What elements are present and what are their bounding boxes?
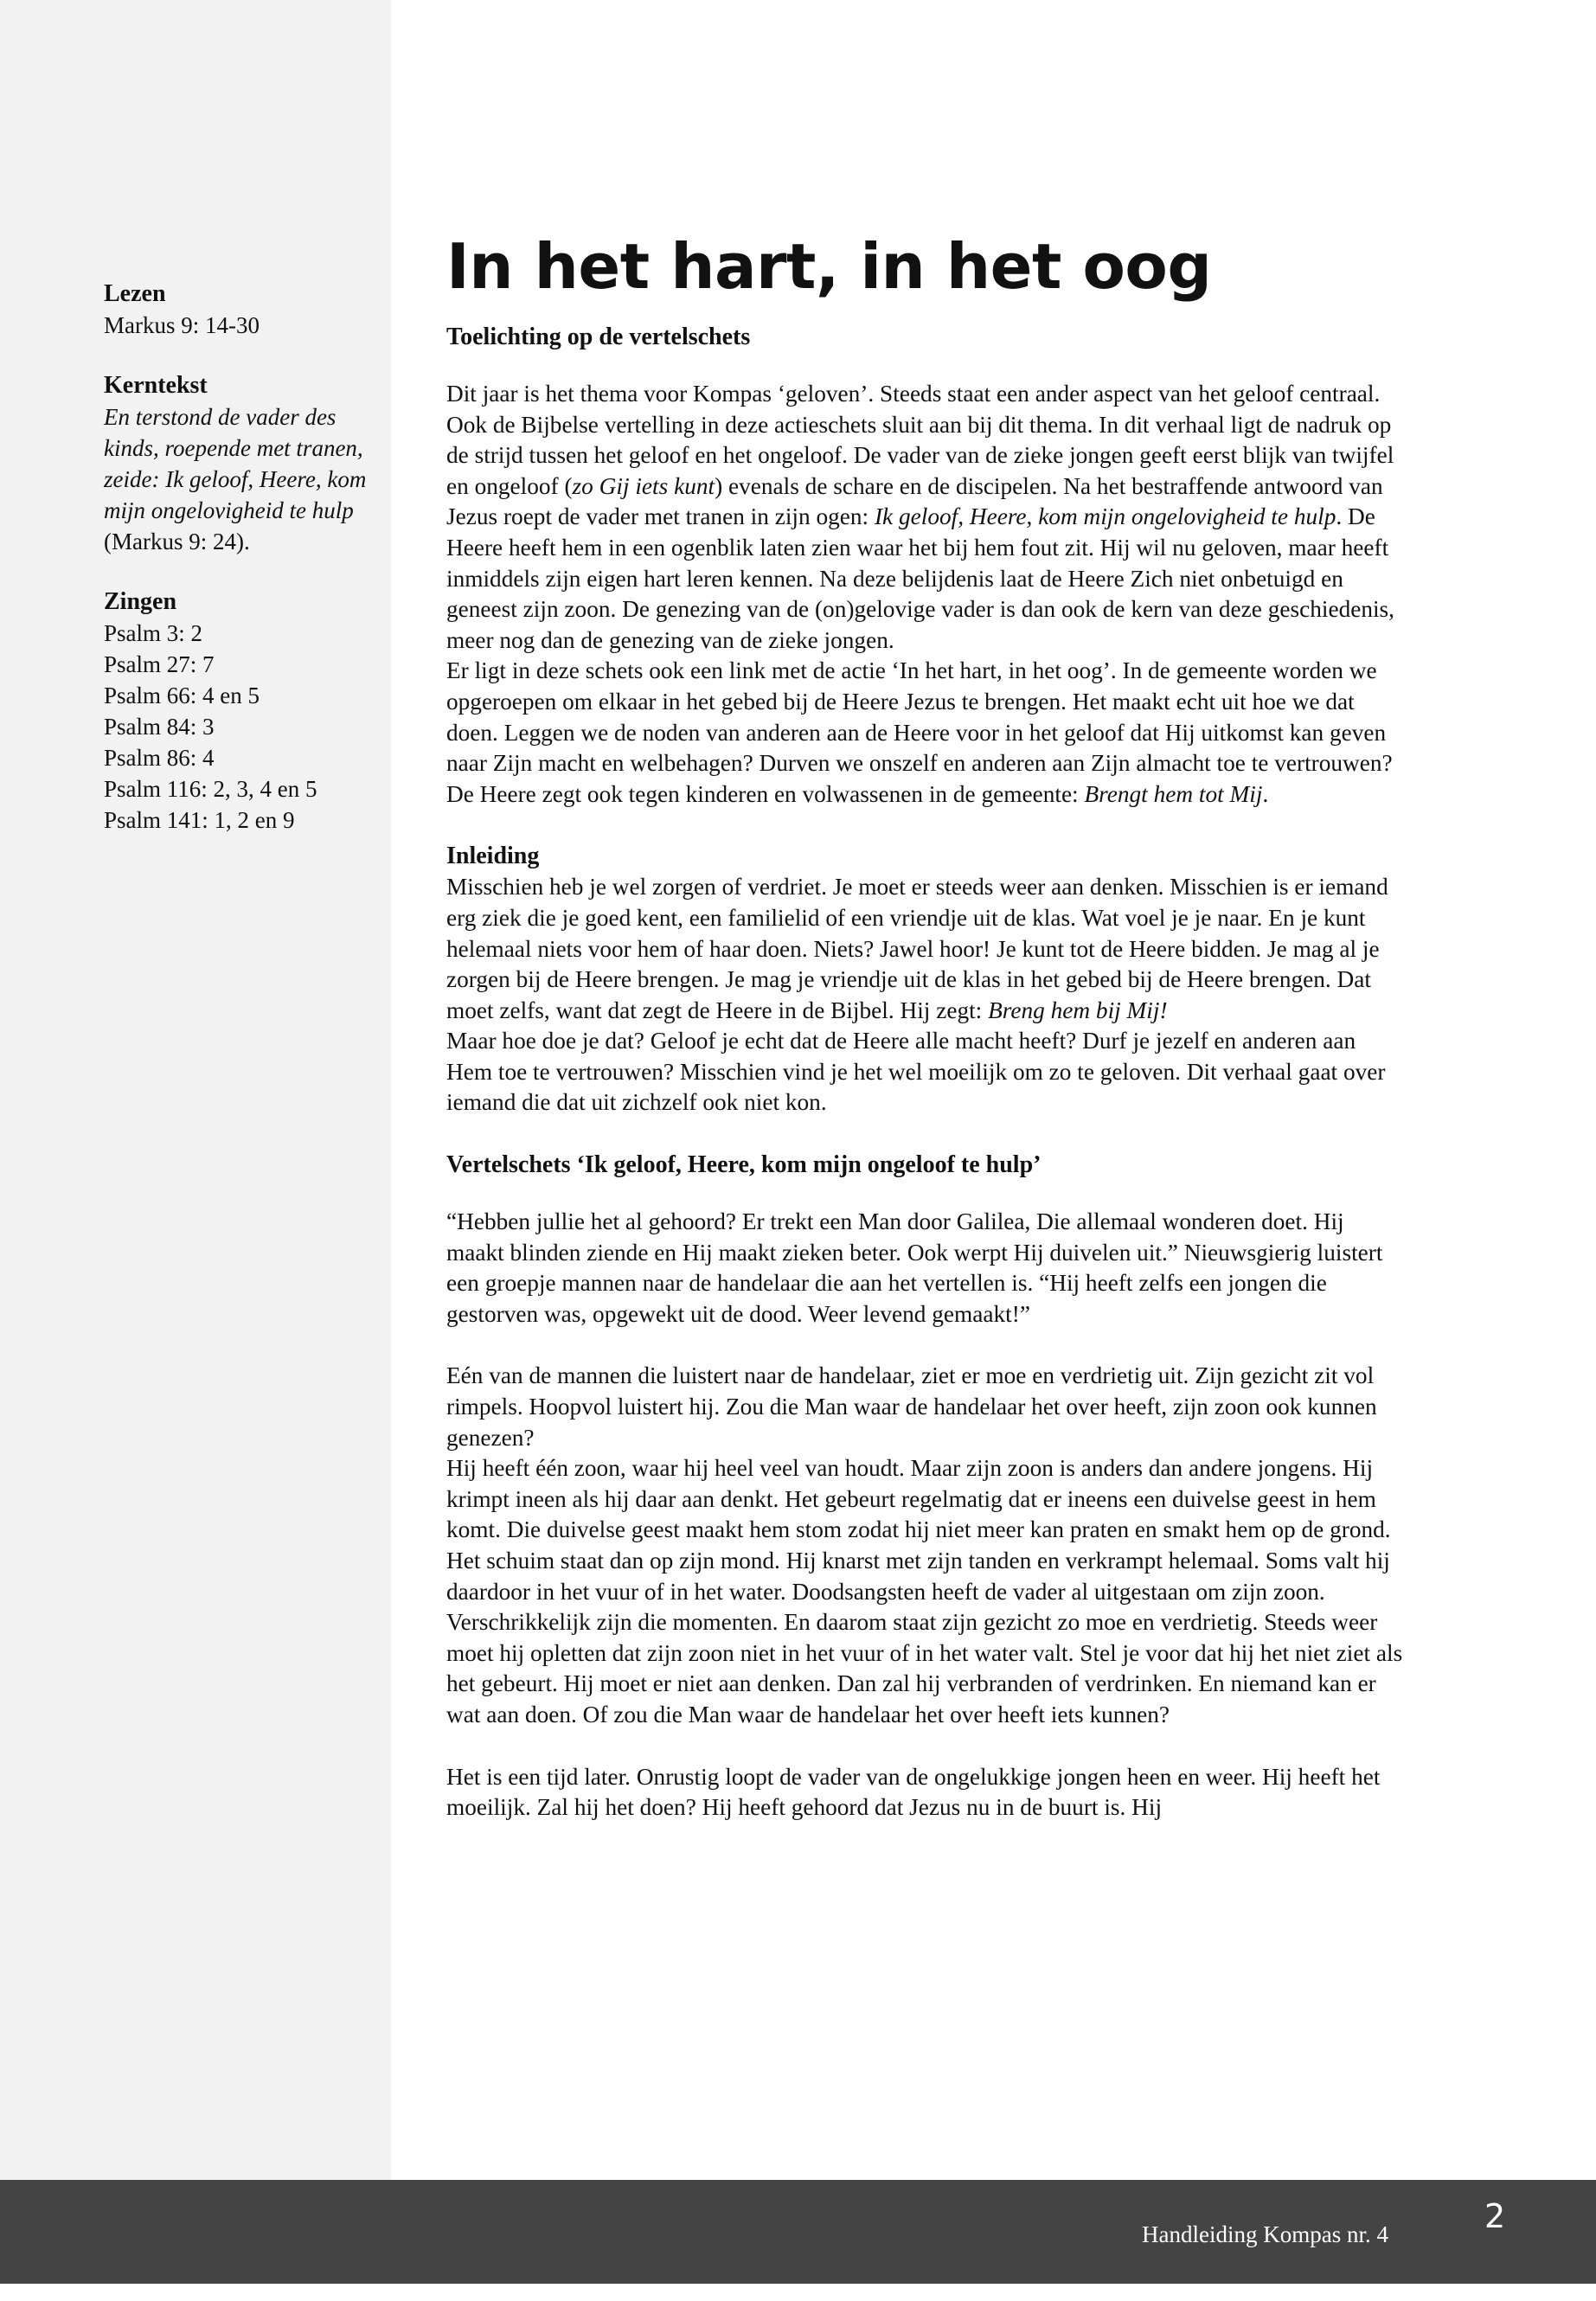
- inleiding-heading: Inleiding: [446, 843, 540, 870]
- vertelschets-paragraph-1: “Hebben jullie het al gehoord? Er trekt een Man door Galilea, Die allemaal wonderen doet. Hij maakt blinden ziende en Hij maakt zieken beter. Ook werpt Hij duivelen uit.” Nieuwsgierig luistert een groepje mannen naar de handelaar die aan het vertellen is. “Hij heeft zelfs een jongen die gestorven was, opgewekt uit de dood. Weer levend gemaakt!”: [446, 1208, 1383, 1327]
- psalm-item: Psalm 66: 4 en 5: [104, 683, 260, 708]
- kerntekst-reference: (Markus 9: 24).: [104, 529, 250, 554]
- italic-run: Brengt hem tot Mij: [1084, 780, 1263, 807]
- text-run: ) evenals de schare en de discipelen. Na het bestraffende antwoord van Jezus roept de vader met tranen in zijn ogen:: [446, 472, 1383, 530]
- zingen-block: [104, 586, 389, 836]
- psalm-list: [104, 618, 389, 836]
- text-run: Dit jaar is het thema voor Kompas ‘geloven’. Steeds staat een ander aspect van het geloof centraal. Ook de Bijbelse vertelling in deze actieschets sluit aan bij dit thema. In dit verhaal ligt de nadruk op de strijd tussen het geloof en het ongeloof. De vader van de zieke jongen geeft eerst blijk van twijfel en ongeloof (: [446, 381, 1394, 499]
- italic-run: zo Gij iets kunt: [572, 472, 715, 499]
- psalm-item: Psalm 3: 2: [104, 620, 203, 646]
- text-run: Er ligt in deze schets ook een link met de actie ‘In het hart, in het oog’. In de gemeente worden we opgeroepen om elkaar in het gebed bij de Heere Jezus te brengen. Het maakt echt uit hoe we dat doen. Leggen we de noden van anderen aan de Heere voor in het geloof dat Hij uitkomst kan geven naar Zijn macht en welbehagen? Durven we onszelf en anderen aan Zijn almacht toe te vertrouwen? De Heere zegt ook tegen kinderen en volwassenen in de gemeente:: [446, 657, 1393, 807]
- vertelschets-paragraph-2: Eén van de mannen die luistert naar de handelaar, ziet er moe en verdrietig uit. Zijn gezicht zit vol rimpels. Hoopvol luistert hij. Zou die Man waar de handelaar het over heeft, zijn zoon ook kunnen genezen?: [446, 1362, 1377, 1451]
- italic-run: Breng hem bij Mij!: [988, 997, 1168, 1023]
- text-run: . De Heere heeft hem in een ogenblik laten zien waar het bij hem fout zit. Hij wil nu geloven, maar heeft inmiddels zijn eigen hart leren kennen. Na deze belijdenis laat de Heere Zich niet onbetuigd en geneest zijn zoon. De genezing van de (on)gelovige vader is dan ook de kern van deze geschiedenis, meer nog dan de genezing van de zieke jongen.: [446, 503, 1395, 653]
- kerntekst-quote: En terstond de vader des kinds, roepende met tranen, zeide: Ik geloof, Heere, kom mijn ongelovigheid te hulp: [104, 404, 367, 523]
- italic-run: Ik geloof, Heere, kom mijn ongelovigheid te hulp: [874, 503, 1336, 530]
- toelichting-paragraph-1: [446, 379, 1405, 656]
- page-footer: [0, 2180, 1596, 2284]
- sidebar-panel: [0, 0, 391, 2180]
- page-number: 2: [1484, 2197, 1506, 2235]
- footer-label: Handleiding Kompas nr. 4: [1142, 2221, 1388, 2247]
- main-article: [446, 227, 1405, 1823]
- psalm-item: Psalm 84: 3: [104, 714, 215, 740]
- vertelschets-paragraph-4: Het is een tijd later. Onrustig loopt de vader van de ongelukkige jongen heen en weer. Hij heeft het moeilijk. Zal hij het doen? Hij heeft gehoord dat Jezus nu in de buurt is. Hij: [446, 1763, 1381, 1821]
- vertelschets-paragraph-3: Hij heeft één zoon, waar hij heel veel van houdt. Maar zijn zoon is anders dan andere jongens. Hij krimpt ineen als hij daar aan denkt. Het gebeurt regelmatig dat er ineens een duivelse geest in hem komt. Die duivelse geest maakt hem stom zodat hij niet meer kan praten en smakt hem op de grond. Het schuim staat dan op zijn mond. Hij knarst met zijn tanden en verkrampt helemaal. Soms valt hij daardoor in het vuur of in het water. Doodsangsten heeft de vader al uitgestaan om zijn zoon. Verschrikkelijk zijn die momenten. En daarom staat zijn gezicht zo moe en verdrietig. Steeds weer moet hij opletten dat zijn zoon niet in het vuur of in het water valt. Stel je voor dat hij het niet ziet als het gebeurt. Hij moet er niet aan denken. Dan zal hij verbranden of verdrinken. En niemand kan er wat aan doen. Of zou die Man waar de handelaar het over heeft iets kunnen?: [446, 1455, 1403, 1727]
- lezen-heading: Lezen: [104, 280, 166, 307]
- toelichting-heading: Toelichting op de vertelschets: [446, 324, 751, 350]
- psalm-item: Psalm 141: 1, 2 en 9: [104, 807, 295, 833]
- lezen-block: [104, 279, 389, 341]
- inleiding-paragraph-2: Maar hoe doe je dat? Geloof je echt dat de Heere alle macht heeft? Durf je jezelf en anderen aan Hem toe te vertrouwen? Misschien vind je het wel moeilijk om zo te geloven. Dit verhaal gaat over iemand die dat uit zichzelf ook niet kon.: [446, 1028, 1386, 1116]
- psalm-item: Psalm 86: 4: [104, 745, 215, 771]
- psalm-item: Psalm 27: 7: [104, 651, 215, 677]
- page-title: In het hart, in het oog: [446, 230, 1212, 303]
- psalm-item: Psalm 116: 2, 3, 4 en 5: [104, 776, 317, 802]
- text-run: Misschien heb je wel zorgen of verdriet. Je moet er steeds weer aan denken. Misschien is er iemand erg ziek die je goed kent, een familielid of een vriendje uit de klas. Wat voel je je naar. En je kunt helemaal niets voor hem of haar doen. Niets? Jawel hoor! Je kunt tot de Heere bidden. Je mag al je zorgen bij de Heere brengen. Je mag je vriendje uit de klas in het gebed bij de Heere brengen. Dat moet zelfs, want dat zegt de Heere in de Bijbel. Hij zegt:: [446, 874, 1388, 1023]
- lezen-text: Markus 9: 14-30: [104, 312, 260, 338]
- sidebar-content: [104, 279, 389, 865]
- toelichting-paragraph-2: [446, 656, 1405, 810]
- vertelschets-heading: Vertelschets ‘Ik geloof, Heere, kom mijn ongeloof te hulp’: [446, 1151, 1042, 1179]
- kerntekst-block: [104, 370, 389, 557]
- text-run: .: [1262, 780, 1269, 807]
- inleiding-paragraph-1: [446, 872, 1405, 1026]
- zingen-heading: Zingen: [104, 588, 177, 615]
- kerntekst-heading: Kerntekst: [104, 372, 208, 399]
